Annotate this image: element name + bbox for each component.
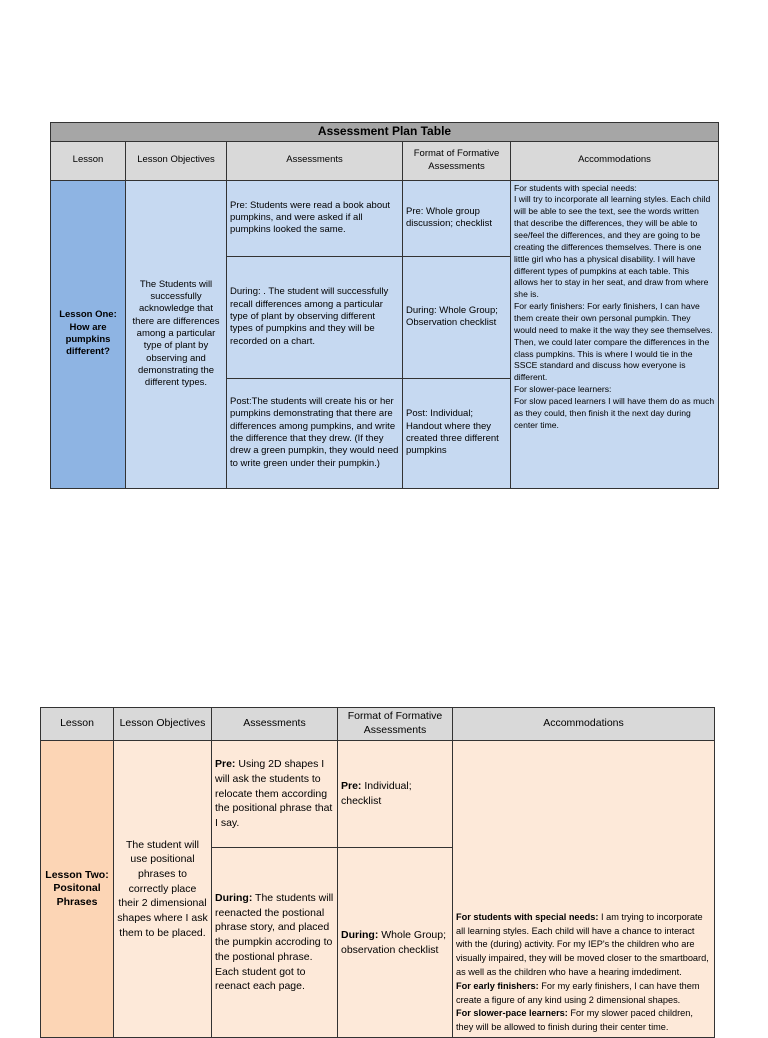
- assessment-plan-table-2: [40, 707, 715, 1038]
- accom-early-finishers: [456, 980, 711, 1008]
- accom-special-needs-text: I will try to incorporate all learning styles. Each child will be able to see the text, see the words written that describe the differences, they will be able to see/feel the differences, and they are going to be creating the differences themselves. There is one little girl who has a physical disability. I will have different types of pumpkins at each table. This allows her to stay in her seat, and draw from where she is.: [514, 194, 711, 300]
- assessment-during: [212, 848, 338, 1038]
- format-pre: Pre: Whole group discussion; checklist: [403, 180, 511, 256]
- assessment-post: Post:The students will create his or her pumpkins demonstrating that there are differences among pumpkins, and write the difference that they drew. (If they drew a green pumpkin, they would need to write green under their pumpkin.): [227, 378, 403, 488]
- accommodations-cell: [511, 180, 719, 488]
- accom-early-finishers-text: For my early finishers, I can have them create a figure of any kind using 2 dimensional shapes.: [456, 980, 700, 1005]
- assessment-pre: [212, 741, 338, 848]
- assessment-during-text: The students will reenacted the postional phrase story, and placed the pumpkin accroding to the postional phrase. Each student got to reenact each page.: [215, 892, 334, 993]
- format-pre-text: Individual; checklist: [341, 780, 412, 807]
- accom-early-finishers: For early finishers: For early finishers, I can have them create their own personal pumpkin. They would need to make it the way they see themselves. Then, we could later compare the differences in the class pumpkins. This is where I would tie in the SSCE standard and discuss how everyone is different.: [514, 301, 713, 383]
- assessment-plan-table-1: [50, 122, 719, 489]
- header-format: Format of Formative Assessments: [403, 141, 511, 180]
- header-accommodations: Accommodations: [453, 708, 715, 741]
- accom-special-needs: [456, 911, 711, 980]
- header-lesson: Lesson: [41, 708, 114, 741]
- format-during-text: Whole Group; observation checklist: [341, 928, 447, 956]
- format-during: [338, 848, 453, 1038]
- format-pre-label: Pre:: [341, 780, 362, 793]
- header-assessments: Assessments: [212, 708, 338, 741]
- format-during-label: During:: [341, 928, 379, 941]
- accommodations-cell: [453, 741, 715, 1038]
- format-post: Post: Individual; Handout where they created three different pumpkins: [403, 378, 511, 488]
- accom-slower-pace-label: For slower-pace learners:: [456, 1008, 568, 1019]
- header-lesson-objectives: Lesson Objectives: [126, 141, 227, 180]
- accom-special-needs-label: For students with special needs:: [456, 911, 599, 922]
- assessment-pre-text: Using 2D shapes I will ask the students to relocate them according the positional phrase that I say.: [215, 758, 333, 830]
- lesson-one-cell: Lesson One: How are pumpkins different?: [51, 180, 126, 488]
- lesson-one-objective: The Students will successfully acknowledge that there are differences among a particular type of plant by observing and demonstrating the different types.: [126, 180, 227, 488]
- accom-slower-pace-text: For my slower paced children, they will be allowed to finish during their center time.: [456, 1008, 693, 1033]
- assessment-during: During: . The student will successfully recall differences among a particular type of plant by observing different types of pumpkins and they will be recorded on a chart.: [227, 256, 403, 378]
- accom-early-finishers-label: For early finishers:: [456, 980, 539, 991]
- table-title: Assessment Plan Table: [51, 123, 719, 142]
- accom-slower-pace: [456, 1007, 711, 1035]
- header-lesson-objectives: Lesson Objectives: [114, 708, 212, 741]
- header-accommodations: Accommodations: [511, 141, 719, 180]
- header-lesson: Lesson: [51, 141, 126, 180]
- header-assessments: Assessments: [227, 141, 403, 180]
- format-pre: [338, 741, 453, 848]
- lesson-two-objective: The student will use positional phrases to correctly place their 2 dimensional shapes where I ask them to be placed.: [114, 741, 212, 1038]
- lesson-two-cell: Lesson Two: Positonal Phrases: [41, 741, 114, 1038]
- header-format: Format of Formative Assessments: [338, 708, 453, 741]
- accom-slower-pace-label: For slower-pace learners:: [514, 384, 612, 395]
- accom-special-needs-label: For students with special needs:: [514, 182, 637, 193]
- format-during: During: Whole Group; Observation checklist: [403, 256, 511, 378]
- accom-special-needs-text: I am trying to incorporate all learning styles. Each child will have a chance to interact with the (during) activity. For my IEP's the children who are visually impaired, they will be moved closer to the smartboard, as well as the children who have a hearing imdediment.: [456, 911, 709, 978]
- assessment-pre-label: Pre:: [215, 758, 236, 771]
- assessment-pre: Pre: Students were read a book about pumpkins, and were asked if all pumpkins looked the same.: [227, 180, 403, 256]
- accom-slower-pace-text: For slow paced learners I will have them do as much as they could, then finish it the next day during center time.: [514, 396, 715, 430]
- assessment-during-label: During:: [215, 892, 253, 905]
